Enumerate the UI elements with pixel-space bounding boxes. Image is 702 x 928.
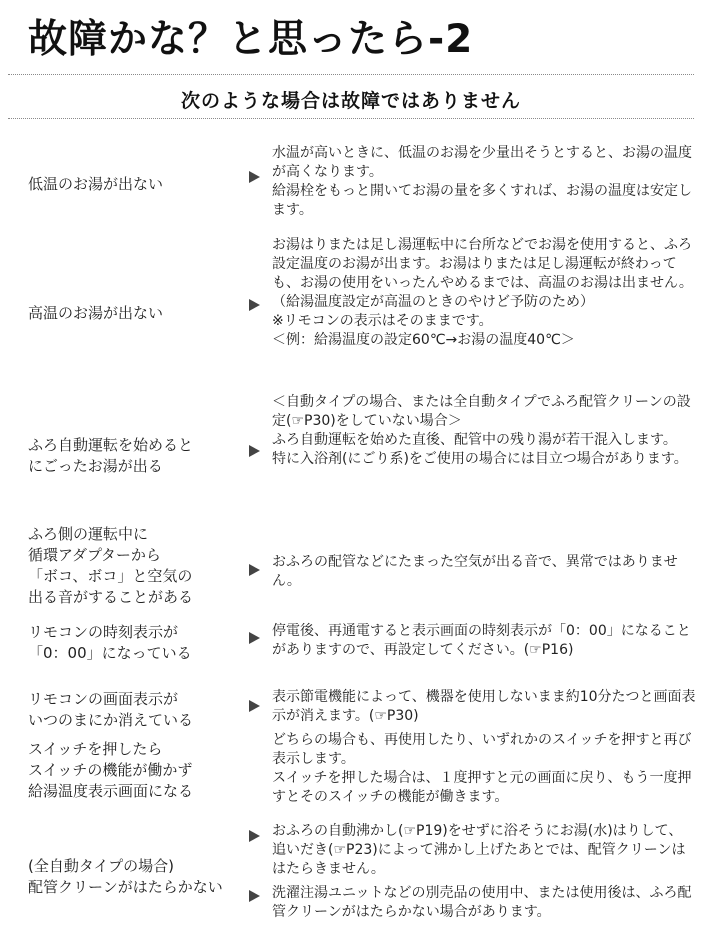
page-title: 故障かな？と思ったら-2 bbox=[28, 17, 474, 62]
divider-top bbox=[8, 74, 694, 75]
condition-pipe-clean: (全自動タイプの場合) 配管クリーンがはたらかない bbox=[28, 857, 223, 896]
condition-air-noise: ふろ側の運転中に 循環アダプターから 「ボコ、ボコ」と空気の 出る音がすることがある bbox=[28, 525, 194, 606]
description-switch-display: どちらの場合も、再使用したり、いずれかのスイッチを押すと再び表示します。 スイッチを押した場合は、１度押すと元の画面に戻り、もう一度押すとそのスイッチの機能が働きます。 bbox=[272, 732, 692, 805]
arrow-icon bbox=[249, 830, 260, 842]
condition-display-off: リモコンの画面表示が いつのまにか消えている bbox=[28, 690, 194, 729]
arrow-icon bbox=[249, 299, 260, 311]
arrow-icon bbox=[249, 700, 260, 712]
condition-clock-reset: リモコンの時刻表示が 「0：00」になっている bbox=[28, 623, 192, 662]
arrow-icon bbox=[249, 171, 260, 183]
section-heading: 次のような場合は故障ではありません bbox=[180, 90, 521, 112]
description-high-temp: お湯はりまたは足し湯運転中に台所などでお湯を使用すると、ふろ設定温度のお湯が出ます。お湯はりまたは足し湯運転が終わっても、お湯の使用をいったんやめるまでは、高温のお湯は出ません。（給湯温度設定が高温のときのやけど予防のため） ※リモコンの表示はそのままです。 ＜例：給湯温度の設定60℃→お湯の温度40℃＞ bbox=[272, 237, 693, 348]
description-air-noise: おふろの配管などにたまった空気が出る音で、異常ではありません。 bbox=[272, 554, 678, 589]
arrow-icon bbox=[249, 445, 260, 457]
description-pipe-clean: おふろの自動沸かし(☞P19)をせずに浴そうにお湯(水)はりして、追いだき(☞P23)によって沸かし上げたあとでは、配管クリーンははたらきません。 bbox=[272, 823, 686, 877]
arrow-icon bbox=[249, 632, 260, 644]
condition-high-temp: 高温のお湯が出ない bbox=[28, 304, 164, 322]
condition-switch-display: スイッチを押したら スイッチの機能が働かず 給湯温度表示画面になる bbox=[28, 740, 194, 800]
description-cloudy-water: ＜自動タイプの場合、または全自動タイプでふろ配管クリーンの設定(☞P30)をしていない場合＞ ふろ自動運転を始めた直後、配管中の残り湯が若干混入します。 特に入浴剤(にごり系)をご使用の場合には目立つ場合があります。 bbox=[272, 394, 691, 467]
description-low-temp: 水温が高いときに、低温のお湯を少量出そうとすると、お湯の温度が高くなります。 給湯栓をもっと開いてお湯の量を多くすれば、お湯の温度は安定します。 bbox=[272, 145, 692, 218]
description-pipe-clean-optional: 洗濯注湯ユニットなどの別売品の使用中、または使用後は、ふろ配管クリーンがはたらかない場合があります。 bbox=[272, 885, 692, 920]
condition-low-temp: 低温のお湯が出ない bbox=[28, 175, 164, 193]
description-clock-reset: 停電後、再通電すると表示画面の時刻表示が「0：00」になることがありますので、再設定してください。(☞P16) bbox=[272, 623, 691, 658]
arrow-icon bbox=[249, 564, 260, 576]
description-display-off: 表示節電機能によって、機器を使用しないまま約10分たつと画面表示が消えます。(☞P30) bbox=[272, 689, 696, 724]
divider-bottom bbox=[8, 118, 694, 119]
arrow-icon bbox=[249, 890, 260, 902]
condition-cloudy-water: ふろ自動運転を始めると にごったお湯が出る bbox=[28, 436, 194, 475]
